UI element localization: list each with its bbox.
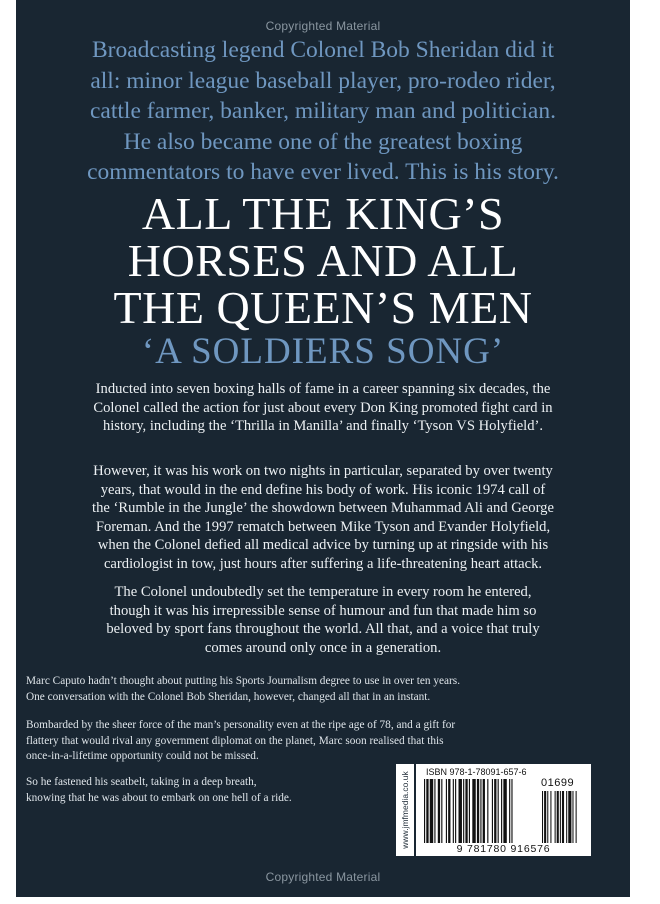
barcode-addon-bar [562, 791, 564, 843]
title-line: ALL THE KING’S [141, 188, 505, 239]
barcode-addon-bar [544, 791, 546, 843]
intro-line: He also became one of the greatest boxing [123, 128, 523, 155]
paragraph-line: though it was his irrepressible sense of humour and fun that made him so [109, 602, 537, 619]
barcode-bar [448, 779, 450, 843]
barcode-addon-bar [572, 791, 573, 843]
publisher-url-strip [396, 764, 414, 856]
barcode-bar [477, 779, 479, 843]
barcode-bar [472, 779, 475, 843]
barcode-addon-bar [555, 791, 556, 843]
barcode-bar [463, 779, 464, 843]
barcode-bar [483, 779, 485, 843]
barcode-bar [494, 779, 496, 843]
title-line: HORSES AND ALL [127, 235, 519, 286]
barcode-bar [492, 779, 493, 843]
small-line: One conversation with the Colonel Bob Sheridan, however, changed all that in an instant. [26, 690, 431, 703]
paragraph-line: years, that would in the end define his body of work. His iconic 1974 call of [100, 481, 546, 498]
barcode-addon-number: 01699 [541, 777, 575, 789]
publisher-url: www.jmfmedia.co.uk [400, 771, 410, 849]
paragraph-line: the ‘Rumble in the Jungle’ the showdown between Muhammad Ali and George [92, 500, 554, 517]
barcode-addon-bar [568, 791, 571, 843]
author-paragraph-2 [26, 718, 620, 765]
paragraph-career [30, 380, 616, 436]
small-line: knowing that he was about to embark on one hell of a ride. [26, 791, 292, 804]
barcode-bar [469, 779, 470, 843]
small-line: Marc Caputo hadn’t thought about putting his Sports Journalism degree to use in over ten years. [26, 675, 461, 687]
intro-line: cattle farmer, banker, military man and politician. [90, 98, 556, 124]
barcode-bar [511, 779, 512, 843]
watermark-top: Copyrighted Material [265, 19, 381, 33]
barcode-number: 9 781780 916576 [456, 843, 551, 855]
barcode-bar [455, 779, 456, 843]
paragraph-line: history, including the ‘Thrilla in Manilla’ and finally ‘Tyson VS Holyfield’. [102, 418, 544, 435]
watermark-bottom: Copyrighted Material [265, 870, 381, 884]
barcode-bar [465, 779, 467, 843]
intro-blurb [26, 35, 620, 188]
small-line: Bombarded by the sheer force of the man’s personality even at the ripe age of 78, and a gift for [26, 719, 456, 731]
paragraph-two-nights [30, 462, 616, 574]
barcode-bar [426, 779, 428, 843]
barcode-addon-bar [557, 791, 559, 843]
intro-line: Broadcasting legend Colonel Bob Sheridan did it [91, 37, 555, 63]
small-line: So he fastened his seatbelt, taking in a deep breath, [26, 776, 257, 788]
small-line: once-in-a-lifetime opportunity could not be missed. [26, 750, 259, 762]
isbn-text: ISBN 978-1-78091-657-6 [426, 767, 527, 777]
barcode-icon [424, 779, 586, 843]
barcode-bar [498, 779, 499, 843]
paragraph-line: However, it was his work on two nights in particular, separated by over twenty [93, 463, 553, 479]
barcode-bar [487, 779, 488, 843]
barcode-bar [430, 779, 433, 843]
author-paragraph-1 [26, 674, 620, 705]
book-title [16, 190, 630, 331]
barcode-addon-bar [547, 791, 548, 843]
barcode-bar [434, 779, 435, 843]
paragraph-line: Colonel called the action for just about every Don King promoted fight card in [93, 399, 553, 416]
paragraph-line: when the Colonel defied all medical advice by turning up at ringside with his [97, 537, 549, 554]
barcode-panel [416, 764, 591, 856]
book-subtitle: ‘A SOLDIERS SONG’ [141, 331, 505, 372]
barcode-bar [424, 779, 425, 843]
barcode-bar [446, 779, 447, 843]
paragraph-line: beloved by sport fans throughout the world. All that, and a voice that truly [106, 621, 540, 638]
barcode-bar [503, 779, 506, 843]
paragraph-line: The Colonel undoubtedly set the temperature in every room he entered, [114, 584, 532, 600]
barcode-addon-bar [542, 791, 543, 843]
barcode-addon-bar [560, 791, 561, 843]
barcode-bar [441, 779, 442, 843]
barcode-addon-bar [566, 791, 567, 843]
paragraph-temperature [30, 583, 616, 657]
book-back-cover [16, 0, 630, 897]
barcode-addon-bar [550, 791, 551, 843]
small-line: flattery that would rival any government diplomat on the planet, Marc soon realised that this [26, 734, 444, 747]
paragraph-line: comes around only once in a generation. [204, 639, 442, 656]
barcode-bar [438, 779, 440, 843]
intro-line: all: minor league baseball player, pro-rodeo rider, [90, 67, 556, 94]
paragraph-line: cardiologist in tow, just hours after suffering a life-threatening heart attack. [103, 555, 543, 572]
barcode-bar [501, 779, 502, 843]
barcode-bar [480, 779, 481, 843]
barcode-bar [509, 779, 510, 843]
title-line: THE QUEEN’S MEN [113, 282, 533, 333]
barcode-bar [459, 779, 462, 843]
barcode-bar [453, 779, 454, 843]
intro-line: commentators to have ever lived. This is his story. [87, 159, 559, 185]
barcode-addon-bar [576, 791, 577, 843]
paragraph-line: Inducted into seven boxing halls of fame in a career spanning six decades, the [95, 381, 551, 397]
paragraph-line: Foreman. And the 1997 rematch between Mike Tyson and Evander Holyfield, [95, 518, 551, 535]
